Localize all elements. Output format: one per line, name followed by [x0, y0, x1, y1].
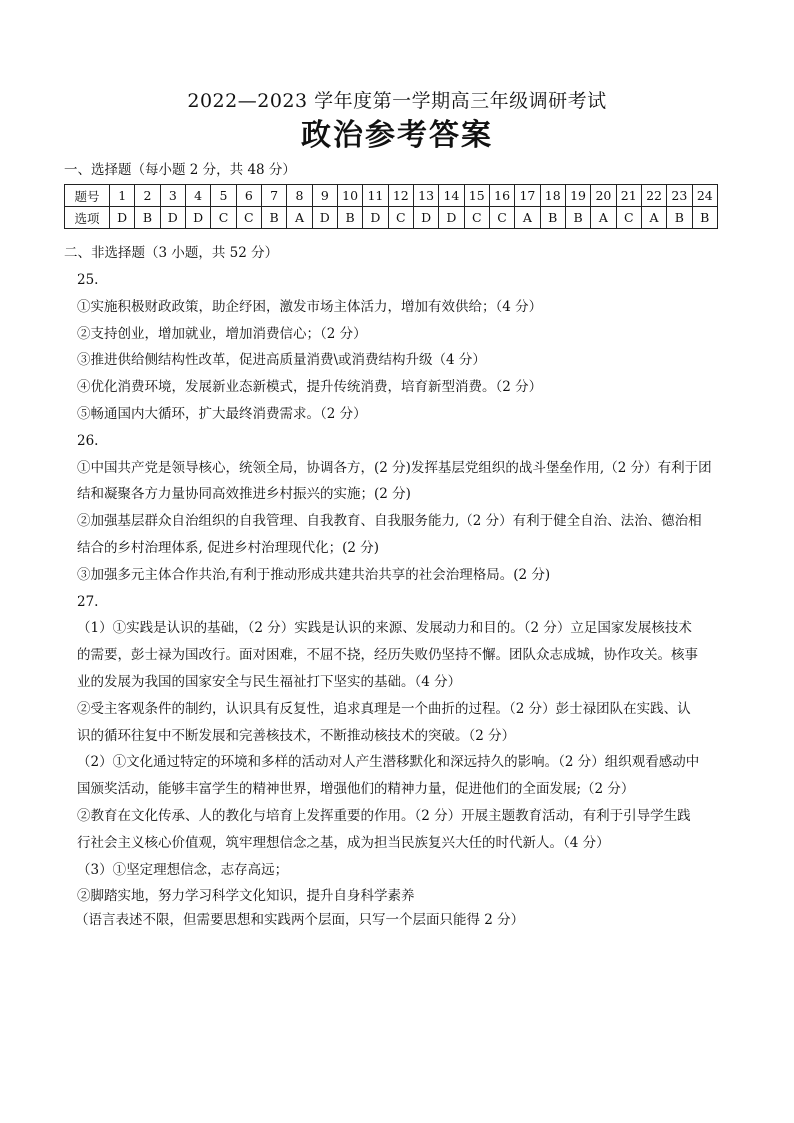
- answer-cell: A: [641, 207, 666, 229]
- question-number-cell: 19: [565, 185, 590, 207]
- page-subtitle: 政治参考答案: [301, 118, 493, 153]
- question-number-cell: 24: [692, 185, 717, 207]
- answer-cell: D: [160, 207, 185, 229]
- answer-cell: D: [413, 207, 438, 229]
- answer-cell: C: [388, 207, 413, 229]
- answer-line: 结合的乡村治理体系, 促进乡村治理现代化；(2 分): [77, 539, 379, 556]
- answer-line: 的需要，彭士禄为国改行。面对困难，不屈不挠，经历失败仍坚持不懈。团队众志成城，协作攻关。核事: [77, 647, 698, 664]
- answer-cell: B: [337, 207, 362, 229]
- scoring-note: （语言表述不限，但需要思想和实践两个层面，只写一个层面只能得 2 分）: [75, 912, 525, 929]
- answer-cell: A: [591, 207, 616, 229]
- answer-line: ③加强多元主体合作共治,有利于推动形成共建共治共享的社会治理格局。(2 分): [77, 566, 551, 583]
- answer-body: [77, 267, 722, 930]
- question-number-cell: 1: [110, 185, 135, 207]
- answer-cell: D: [363, 207, 388, 229]
- answer-cell: C: [489, 207, 514, 229]
- question-number-cell: 22: [641, 185, 666, 207]
- question-number-cell: 23: [667, 185, 692, 207]
- question-number-cell: 16: [489, 185, 514, 207]
- answer-line: ①实施积极财政政策，助企纾困，激发市场主体活力，增加有效供给；（4 分）: [77, 298, 543, 315]
- answer-cell: B: [261, 207, 286, 229]
- answer-table: [64, 184, 718, 229]
- answer-line: （1）①实践是认识的基础，（2 分）实践是认识的来源、发展动力和目的。（2 分）立足国家发展核技术: [77, 620, 692, 637]
- answer-cell: B: [667, 207, 692, 229]
- answer-row: [65, 207, 718, 229]
- answer-cell: C: [616, 207, 641, 229]
- question-number-cell: 7: [261, 185, 286, 207]
- question-number-cell: 18: [540, 185, 565, 207]
- answer-cell: D: [185, 207, 210, 229]
- answer-line: ⑤畅通国内大循环，扩大最终消费需求。（2 分）: [77, 405, 367, 422]
- answer-line: ③推进供给侧结构性改革，促进高质量消费\或消费结构升级（4 分）: [77, 352, 486, 369]
- answer-line: 26.: [77, 432, 99, 449]
- question-number-cell: 10: [337, 185, 362, 207]
- answer-cell: B: [135, 207, 160, 229]
- answer-cell: D: [312, 207, 337, 229]
- answer-line: 识的循环往复中不断发展和完善核技术，不断推动核技术的突破。（2 分）: [77, 727, 516, 744]
- answer-cell: B: [565, 207, 590, 229]
- answer-line: ②教育在文化传承、人的教化与培育上发挥重要的作用。（2 分）开展主题教育活动，有利于引导学生践: [77, 807, 691, 824]
- question-number-cell: 9: [312, 185, 337, 207]
- row-label-number: 题号: [65, 185, 110, 207]
- answer-line: ①中国共产党是领导核心，统领全局，协调各方，(2 分)发挥基层党组织的战斗堡垒作用,（2 分）有利于团: [77, 459, 712, 476]
- answer-cell: B: [540, 207, 565, 229]
- question-number-cell: 5: [211, 185, 236, 207]
- answer-line: 结和凝聚各方力量协同高效推进乡村振兴的实施；(2 分): [77, 486, 411, 503]
- answer-cell: C: [211, 207, 236, 229]
- question-number-cell: 6: [236, 185, 261, 207]
- question-number-cell: 3: [160, 185, 185, 207]
- answer-cell: A: [515, 207, 540, 229]
- question-number-cell: 8: [287, 185, 312, 207]
- answer-line: 行社会主义核心价值观，筑牢理想信念之基，成为担当民族复兴大任的时代新人。（4 分）: [77, 834, 610, 851]
- answer-line: （2）①文化通过特定的环境和多样的活动对人产生潜移默化和深远持久的影响。（2 分）组织观看感动中: [77, 754, 700, 771]
- answer-cell: D: [110, 207, 135, 229]
- question-number-cell: 12: [388, 185, 413, 207]
- answer-line: 业的发展为我国的国家安全与民生福祉打下坚实的基础。（4 分）: [77, 673, 462, 690]
- answer-cell: B: [692, 207, 717, 229]
- answer-line: 25.: [77, 272, 99, 288]
- question-number-cell: 21: [616, 185, 641, 207]
- answer-line: ②脚踏实地，努力学习科学文化知识，提升自身科学素养: [77, 888, 415, 905]
- answer-cell: D: [439, 207, 464, 229]
- answer-line: 国颁奖活动，能够丰富学生的精神世界，增强他们的精神力量，促进他们的全面发展;（2 分）: [77, 781, 635, 798]
- question-number-row: [65, 185, 718, 207]
- question-number-cell: 2: [135, 185, 160, 207]
- answer-cell: C: [464, 207, 489, 229]
- question-number-cell: 20: [591, 185, 616, 207]
- answer-line: （3）①坚定理想信念，志存高远；: [77, 861, 289, 878]
- question-number-cell: 4: [185, 185, 210, 207]
- question-number-cell: 14: [439, 185, 464, 207]
- answer-line: ②加强基层群众自治组织的自我管理、自我教育、自我服务能力,（2 分）有利于健全自治、法治、德治相: [77, 513, 702, 530]
- question-number-cell: 15: [464, 185, 489, 207]
- section-choice-heading: 一、选择题（每小题 2 分，共 48 分）: [64, 162, 296, 178]
- question-number-cell: 17: [515, 185, 540, 207]
- answer-line: ②受主客观条件的制约，认识具有反复性，追求真理是一个曲折的过程。（2 分）彭士禄团队在实践、认: [77, 700, 691, 717]
- answer-line: ④优化消费环境，发展新业态新模式，提升传统消费，培育新型消费。（2 分）: [77, 379, 543, 396]
- section-nonchoice-heading: 二、非选择题（3 小题，共 52 分）: [64, 245, 279, 261]
- question-number-cell: 11: [363, 185, 388, 207]
- answer-cell: C: [236, 207, 261, 229]
- answer-line: 27.: [77, 593, 99, 610]
- row-label-answer: 选项: [65, 207, 110, 229]
- answer-cell: A: [287, 207, 312, 229]
- question-number-cell: 13: [413, 185, 438, 207]
- page-title: 2022—2023 学年度第一学期高三年级调研考试: [187, 90, 607, 112]
- answer-line: ②支持创业，增加就业，增加消费信心；（2 分）: [77, 325, 367, 342]
